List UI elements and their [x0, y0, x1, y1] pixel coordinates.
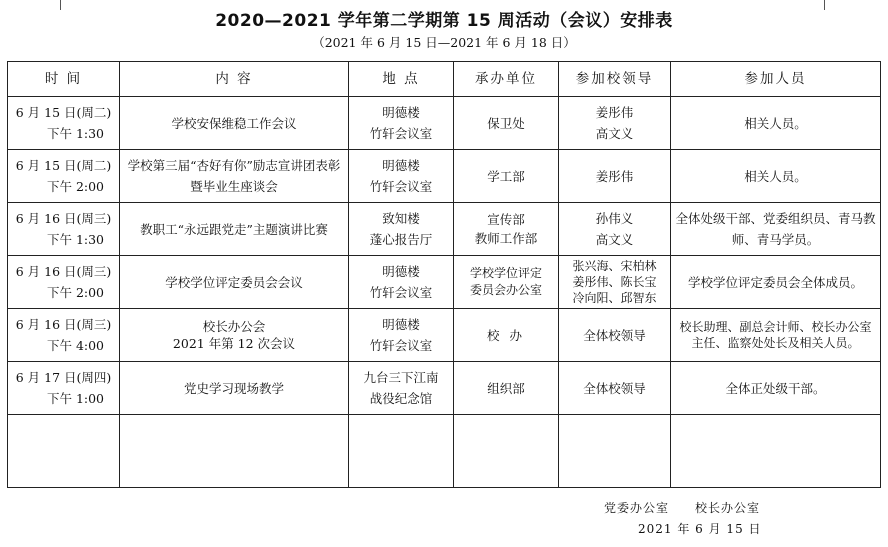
table-header-row: [8, 62, 881, 97]
time-cell: [8, 97, 120, 150]
place-room: 竹轩会议室: [369, 285, 433, 300]
empty-cell: [349, 415, 454, 488]
empty-cell: [120, 415, 349, 488]
leaders-cell: [559, 150, 671, 203]
date-text: 6 月 15 日(周二): [15, 105, 112, 120]
place-building: 明德楼: [382, 105, 420, 120]
time-cell: [8, 362, 120, 415]
place-cell: [349, 203, 454, 256]
content-cell: 教职工“永远跟党走”主题演讲比赛: [120, 203, 349, 256]
leaders-line-1: 全体校领导: [583, 327, 646, 343]
leaders-line-1: 姜彤伟: [595, 105, 634, 120]
empty-cell: [671, 415, 881, 488]
issuer-party-office: 党委办公室: [604, 501, 670, 515]
leaders-cell: [559, 97, 671, 150]
table-row: [8, 309, 881, 362]
table-row-empty: [8, 415, 881, 488]
leaders-cell: [559, 362, 671, 415]
date-text: 6 月 17 日(周四): [15, 370, 112, 385]
issuer-signature: [604, 499, 760, 516]
host-cell: 校 办: [454, 309, 559, 362]
attendees-cell: 相关人员。: [671, 150, 881, 203]
place-room: 蓬心报告厅: [369, 232, 433, 247]
header-content: 内 容: [120, 62, 349, 97]
empty-cell: [454, 415, 559, 488]
leaders-line-1: 孙伟义: [595, 211, 634, 226]
date-text: 6 月 16 日(周三): [15, 317, 112, 332]
time-text: 下午 2:00: [46, 179, 105, 194]
leaders-line-2: 高文义: [595, 126, 634, 141]
place-room: 战役纪念馆: [369, 391, 433, 406]
place-cell: [349, 309, 454, 362]
place-room: 竹轩会议室: [369, 179, 433, 194]
host-cell: 组织部: [454, 362, 559, 415]
issue-date: 2021 年 6 月 15 日: [638, 522, 762, 536]
header-time: 时 间: [8, 62, 120, 97]
place-building: 明德楼: [382, 317, 420, 332]
content-cell: 学校学位评定委员会会议: [120, 256, 349, 309]
place-cell: [349, 362, 454, 415]
content-cell: 学校第三届“杏好有你”励志宣讲团表彰暨毕业生座谈会: [120, 150, 349, 203]
schedule-table: [7, 61, 881, 488]
time-cell: [8, 203, 120, 256]
attendees-cell: 相关人员。: [671, 97, 881, 150]
empty-cell: [8, 415, 120, 488]
date-range-subtitle: （2021 年 6 月 15 日—2021 年 6 月 18 日）: [312, 35, 576, 50]
place-building: 明德楼: [382, 264, 420, 279]
leaders-line-1: 姜彤伟: [595, 168, 634, 184]
content-cell: 党史学习现场教学: [120, 362, 349, 415]
empty-cell: [559, 415, 671, 488]
place-room: 竹轩会议室: [369, 126, 433, 141]
table-row: [8, 362, 881, 415]
header-leaders: 参加校领导: [559, 62, 671, 97]
place-building: 致知楼: [382, 211, 420, 226]
place-cell: [349, 150, 454, 203]
host-cell: 学校学位评定 委员会办公室: [454, 256, 559, 309]
attendees-cell: 校长助理、副总会计师、校长办公室主任、监察处处长及相关人员。: [671, 309, 881, 362]
leaders-cell: [559, 256, 671, 309]
leaders-line-2: 高文义: [595, 232, 634, 247]
host-cell: 宣传部 教师工作部: [454, 203, 559, 256]
place-building: 明德楼: [382, 158, 420, 173]
date-text: 6 月 16 日(周三): [15, 211, 112, 226]
table-row: [8, 256, 881, 309]
time-text: 下午 1:30: [46, 232, 105, 247]
time-text: 下午 4:00: [46, 338, 105, 353]
place-cell: [349, 256, 454, 309]
issuer-president-office: 校长办公室: [695, 501, 761, 515]
content-cell: 校长办公会 2021 年第 12 次会议: [120, 309, 349, 362]
attendees-cell: 全体处级干部、党委组织员、青马教师、青马学员。: [671, 203, 881, 256]
header-attendees: 参加人员: [671, 62, 881, 97]
attendees-cell: 全体正处级干部。: [671, 362, 881, 415]
place-building: 九台三下江南: [363, 370, 439, 385]
time-cell: [8, 309, 120, 362]
table-row: [8, 150, 881, 203]
table-row: [8, 203, 881, 256]
header-place: 地 点: [349, 62, 454, 97]
time-text: 下午 1:00: [46, 391, 105, 406]
host-cell: 学工部: [454, 150, 559, 203]
host-cell: 保卫处: [454, 97, 559, 150]
place-cell: [349, 97, 454, 150]
date-text: 6 月 15 日(周二): [15, 158, 112, 173]
time-cell: [8, 256, 120, 309]
time-text: 下午 1:30: [46, 126, 105, 141]
leaders-line-1: 全体校领导: [583, 380, 646, 396]
leaders-cell: [559, 309, 671, 362]
table-row: [8, 97, 881, 150]
page-title: 2020—2021 学年第二学期第 15 周活动（会议）安排表: [215, 11, 673, 31]
attendees-cell: 学校学位评定委员会全体成员。: [671, 256, 881, 309]
time-cell: [8, 150, 120, 203]
leaders-line-1: 张兴海、宋柏林: [572, 259, 657, 273]
place-room: 竹轩会议室: [369, 338, 433, 353]
header-host: 承办单位: [454, 62, 559, 97]
content-cell: 学校安保维稳工作会议: [120, 97, 349, 150]
leaders-cell: [559, 203, 671, 256]
time-text: 下午 2:00: [46, 285, 105, 300]
leaders-line-2: 姜彤伟、陈长宝 冷向阳、邱智东: [572, 275, 657, 305]
date-text: 6 月 16 日(周三): [15, 264, 112, 279]
